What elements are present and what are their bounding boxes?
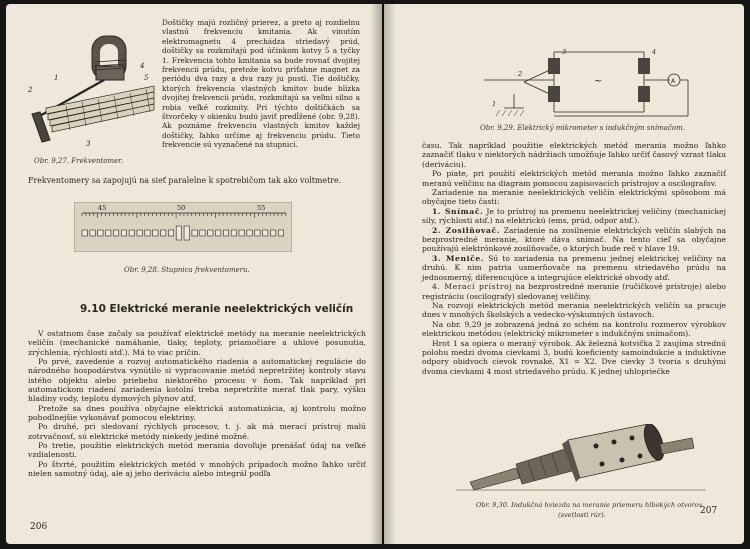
reed-window	[239, 230, 244, 236]
list-item-term: 2. Zosilňovač.	[432, 225, 501, 235]
right-paragraph: Na rozvoji elektrických metód merania neelektrických veličín sa pracuje dnes v mnohých školských a vedecko-výskumných ústavoch.	[422, 300, 726, 320]
reed-window	[223, 230, 228, 236]
reed-window	[231, 230, 236, 236]
reed-window	[192, 230, 197, 236]
right-paragraph: Zariadenie na meranie neelektrických veličín elektrickými spôsobom má obyčajne tieto časti:	[422, 188, 726, 207]
frequency-meter-figure	[26, 22, 158, 150]
reed-window	[176, 226, 181, 240]
reed-window	[161, 230, 166, 236]
reed-window	[215, 230, 220, 236]
list-item-text: Je to prístroj na premenu neelektrickej veličiny (mechanickej sily, rýchlosti atď.) na elektrickú (ems, prúd, odpor atď.).	[422, 206, 727, 226]
reed-window	[82, 230, 87, 236]
list-item	[422, 282, 726, 301]
right-paragraph: Na obr. 9,29 je zobrazená jedná zo schém na kontrolu rozmerov výrobkov elektrickou metódou (elektrický mikrometer s indukčným snímačom).	[422, 319, 726, 339]
intro-text: Doštičky majú rozličný prierez, a preto aj rozdielnu vlastnú frekvenciu kmitania. Ak vinutím elektromagnetu 4 prechádza striedavý prúd, doštičky sa rozkmitajú pod účinkom kotvy 5 a tyčky 1. Frekvencia tohto kmitania sa bude rovnať dvojitej frekvencii prúdu, pretože kotvu priťahne magnet za periódu dva razy a dva razy ju pustí. Tie doštičky, ktorých frekvencia vlastných kmitov bude blízka dvojitej frekvencii prúdu, rozkmitajú sa veľmi silno a robia veľké rozkmity. Pri týchto doštičkách sa štvorčeky v okienku budú javiť predĺžené (obr. 9,28). Ak poznáme frekvenciu vlastných kmitov každej doštičky, ľahko určíme aj frekvenciu prúdu. Tieto frekvencie sú vyznačené na stupnici.	[162, 18, 360, 150]
list-item-term: 1. Snímač.	[432, 206, 484, 216]
body-paragraph: Pretože sa dnes používa obyčajne elektrická automatizácia, aj kontrolu možno pohodlnejšie vykonávať pomocou elektriny.	[28, 403, 366, 423]
reed-window	[113, 230, 118, 236]
body-paragraph: Po druhé, pri sledovaní rýchlych procesov, t. j. ak má merací prístroj malú zotrvačnosť, sú elektrické metódy niekedy jediné možné.	[28, 422, 366, 441]
reed-window	[106, 230, 111, 236]
fig29-label-4: 4	[652, 48, 657, 56]
fig27-label-3: 3	[86, 140, 91, 148]
reed-window	[137, 230, 142, 236]
fig27-label-5: 5	[144, 74, 149, 82]
reed-window	[168, 230, 173, 236]
reed-window	[247, 230, 252, 236]
fig27-caption: Obr. 9,27. Frekventomer.	[34, 157, 124, 165]
right-page-number: 207	[700, 506, 718, 516]
micrometer-diagram	[484, 32, 706, 120]
book-spread	[6, 4, 744, 544]
list-item	[422, 254, 726, 282]
reed-window	[208, 230, 213, 236]
reed-window	[270, 230, 275, 236]
fig29-caption: Obr. 9,29. Elektrický mikrometer s indukčným snímačom.	[480, 124, 685, 132]
list-item-text: na bezprostredné meranie (ručičkové prístroje) alebo registráciu (oscilografy) sledovanej veličiny.	[422, 282, 727, 301]
fig30-caption: Obr. 9,30. Indukčná hviezda na meranie priemeru hlbokých otvorov	[476, 501, 703, 509]
connect-text: Frekventomery sa zapojujú na sieť paralelne k spotrebičom tak ako voltmetre.	[28, 176, 342, 185]
list-item-text: Zariadenie na zosilnenie elektrických veličín slabých na bezprostredné meranie, ktoré dáva snímač. Na tento cieľ sa obyčajne používajú elektrónkové zosilňovače, o ktorých bude reč v hlave 19.	[422, 225, 727, 254]
reed-window	[98, 230, 103, 236]
body-paragraph: Po tretie, použitie elektrických metód merania dovoľuje prenášať údaj na veľké vzdialenosti.	[28, 441, 366, 460]
reed-window	[200, 230, 205, 236]
left-page-number: 206	[30, 522, 48, 532]
fig27-label-2: 2	[28, 86, 33, 94]
right-paragraph: Po piate, pri použití elektrických metód merania možno ľahko zaznačiť meranú veličinu na diagram pomocou zapisovacích prístrojov a oscilografov.	[422, 169, 726, 188]
reed-window	[129, 230, 134, 236]
left-body	[28, 329, 366, 479]
reed-window	[255, 230, 260, 236]
body-paragraph: V ostatnom čase začaly sa používať elektrické metódy na meranie neelektrických veličín (mechanické namáhanie, tlaky, teploty, priamočiare a uhlové posunutia, zrýchlenia, rýchlosti atď.). Má to viac príčin.	[28, 329, 366, 357]
fig30-caption-cont: (svetlosti rúr).	[558, 511, 606, 519]
list-item	[422, 207, 726, 226]
left-page	[6, 4, 382, 544]
fig27-label-4: 4	[140, 62, 145, 70]
fig27-label-1: 1	[54, 74, 59, 82]
scale-figure	[74, 202, 292, 252]
reed-window	[145, 230, 150, 236]
fig29-label-2: 2	[518, 70, 523, 78]
right-body	[422, 141, 726, 376]
list-item-term: 4. Merací prístroj	[432, 282, 513, 292]
section-heading: 9.10 Elektrické meranie neelektrických veličín	[80, 303, 354, 315]
right-paragraph: času. Tak napríklad použitie elektrických metód merania možno ľahko zaznačiť tlaku v niektorých nádržiach umožňuje ľahko určiť časový vzrast tlaku (deriváciu).	[422, 141, 727, 169]
reed-window	[153, 230, 158, 236]
right-page	[384, 4, 744, 544]
fig29-label-3: 3	[562, 48, 567, 56]
reed-window	[263, 230, 268, 236]
fig29-ammeter-label: A	[671, 78, 676, 85]
scale-label-55: 55	[257, 204, 266, 212]
fig28-caption: Obr. 9,28. Stupnica frekventomeru.	[124, 266, 250, 274]
scale-label-45: 45	[98, 204, 107, 212]
fig29-ac-symbol: ~	[594, 76, 603, 87]
reed-window	[184, 226, 189, 240]
induction-star-photo	[456, 424, 706, 496]
reed-window	[278, 230, 283, 236]
reed-window	[121, 230, 126, 236]
list-item	[422, 226, 726, 254]
scale-label-50: 50	[177, 204, 186, 212]
fig29-label-1: 1	[492, 100, 497, 108]
body-paragraph: Po štvrté, použitím elektrických metód v mnohých prípadoch možno ľahko určiť nielen samotný údaj, ale aj jeho deriváciu alebo integrál podľa	[28, 459, 366, 479]
body-paragraph: Po prvé, zavedenie a rozvoj automatického riadenia a automatickej regulácie do národného hospodárstva vynútilo si vypracovanie metód nepretržitej kontroly stavu istého objektu alebo priebehu niektorého procesu v ňom. Tak napríklad pri automatickom riadení zariadenia kotolní treba nepretržite merať tlak pary, výšku hladiny vody, teplotu dymových plynov atď.	[28, 357, 366, 404]
list-item-term: 3. Meniče.	[432, 253, 484, 263]
list-item-text: Sú to zariadenia na premenu jednej elektrickej veličiny na druhú. K nim patria usmerňovače na premenu striedavého prúdu na jednosmerný, diferencujúce a integrujúce elektrické obvody atď.	[422, 253, 726, 282]
reed-window	[90, 230, 95, 236]
right-paragraph: Hrot 1 sa opiera o meraný výrobok. Ak železná kotvička 2 zaujíma strednú polohu medzi dvoma cievkami 3, budú koeficienty samoindukcie a induktívne odpory obidvoch cievok rovnaké, X1 = X2. Dve cievky 3 tvoria s druhými dvoma cievkami 4 most striedavého prúdu. K jednej uhlopriečke	[422, 338, 726, 376]
